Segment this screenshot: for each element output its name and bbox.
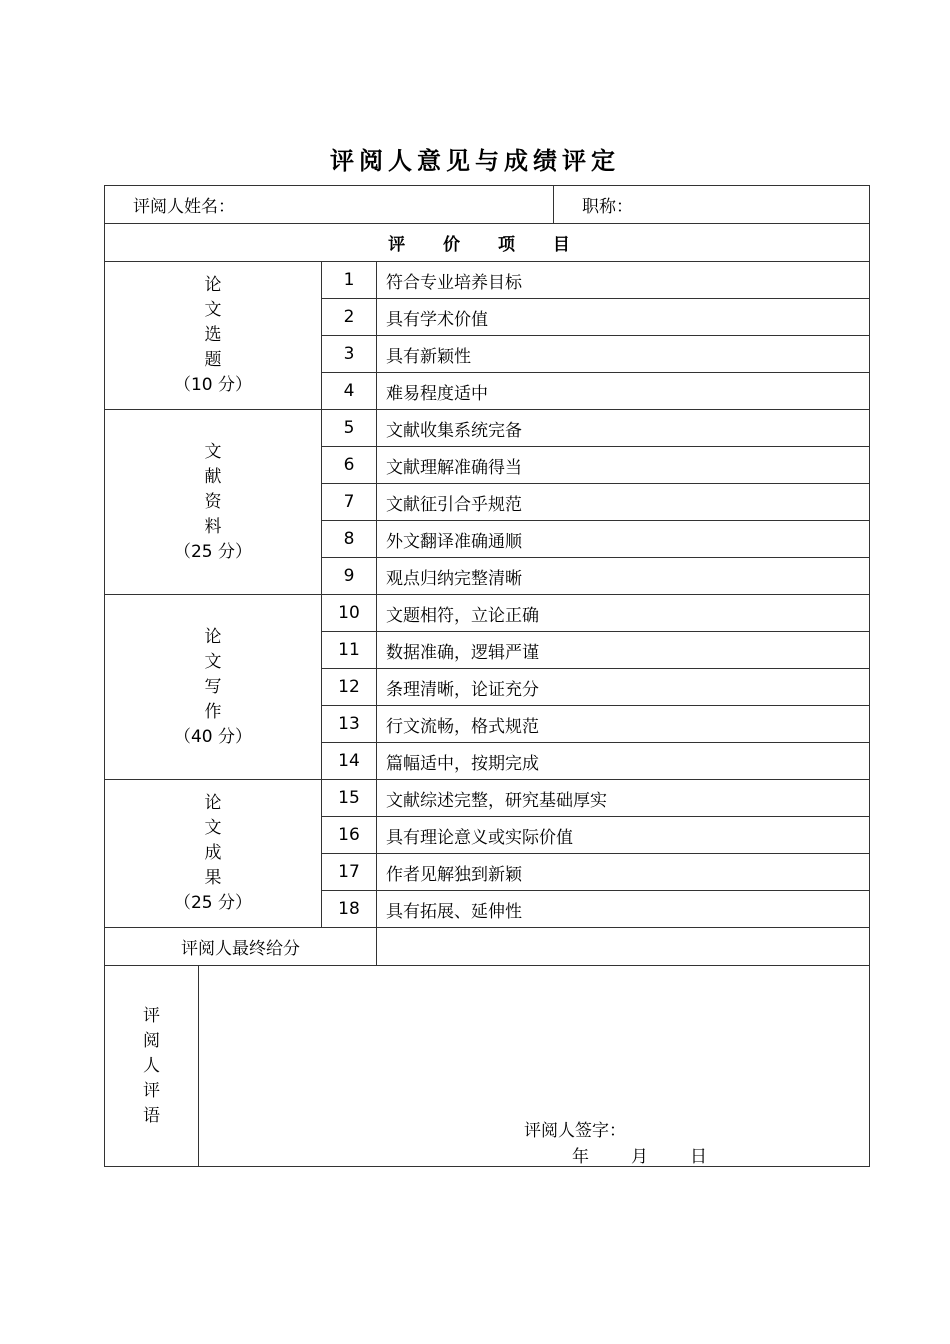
item-number: 14 — [322, 743, 377, 780]
item-number: 3 — [322, 336, 377, 373]
final-score-input[interactable] — [377, 928, 870, 966]
item-text: 文题相符，立论正确 — [377, 595, 870, 632]
table-row — [105, 780, 870, 817]
category-score: （40 分） — [173, 726, 253, 747]
table-row — [105, 595, 870, 632]
item-number: 9 — [322, 558, 377, 595]
item-text: 行文流畅，格式规范 — [377, 706, 870, 743]
item-text: 具有新颖性 — [377, 336, 870, 373]
item-number: 11 — [322, 632, 377, 669]
category-cell — [105, 780, 322, 928]
category-char: 献 — [204, 466, 222, 487]
category-cell — [105, 595, 322, 780]
item-number: 16 — [322, 817, 377, 854]
day-label: 日 — [690, 1147, 707, 1167]
item-text: 文献综述完整，研究基础厚实 — [377, 780, 870, 817]
category-char: 论 — [204, 626, 222, 647]
category-score: （25 分） — [173, 541, 253, 562]
page-title: 评阅人意见与成绩评定 — [330, 146, 620, 175]
item-number: 10 — [322, 595, 377, 632]
category-char: 作 — [204, 701, 222, 722]
date-field — [572, 1142, 749, 1167]
category-char: 文 — [204, 651, 222, 672]
evaluation-form — [104, 185, 870, 1167]
item-text: 文献收集系统完备 — [377, 410, 870, 447]
category-char: 文 — [204, 300, 222, 320]
comments-label-char: 人 — [143, 1055, 160, 1076]
item-number: 17 — [322, 854, 377, 891]
item-number: 12 — [322, 669, 377, 706]
item-text: 文献征引合乎规范 — [377, 484, 870, 521]
comments-label — [105, 966, 199, 1167]
item-text: 文献理解准确得当 — [377, 447, 870, 484]
comments-label-char: 评 — [143, 1005, 160, 1026]
final-score-label: 评阅人最终给分 — [105, 928, 377, 966]
category-char: 论 — [204, 793, 222, 813]
item-text: 数据准确，逻辑严谨 — [377, 632, 870, 669]
item-number: 1 — [322, 262, 377, 299]
item-text: 具有学术价值 — [377, 299, 870, 336]
item-number: 18 — [322, 891, 377, 928]
category-char: 写 — [204, 676, 222, 697]
reviewer-name-field[interactable] — [105, 186, 554, 224]
item-number: 5 — [322, 410, 377, 447]
category-char: 选 — [204, 325, 222, 345]
item-text: 作者见解独到新颖 — [377, 854, 870, 891]
item-number: 2 — [322, 299, 377, 336]
category-score: （10 分） — [173, 375, 253, 395]
item-text: 具有理论意义或实际价值 — [377, 817, 870, 854]
category-score: （25 分） — [173, 893, 253, 913]
item-text: 具有拓展、延伸性 — [377, 891, 870, 928]
reviewer-name-label: 评阅人姓名： — [133, 197, 235, 217]
category-char: 论 — [204, 275, 222, 295]
category-char: 成 — [204, 843, 222, 863]
category-char: 文 — [204, 818, 222, 838]
comments-label-char: 评 — [143, 1080, 160, 1101]
table-row — [105, 410, 870, 447]
item-number: 6 — [322, 447, 377, 484]
category-cell — [105, 410, 322, 595]
item-number: 7 — [322, 484, 377, 521]
job-title-label: 职称： — [582, 197, 633, 217]
category-cell — [105, 262, 322, 410]
year-label: 年 — [572, 1147, 589, 1167]
comments-area[interactable] — [199, 966, 870, 1167]
category-char: 料 — [204, 516, 222, 537]
item-number: 4 — [322, 373, 377, 410]
signature-label: 评阅人签字： — [524, 1121, 626, 1141]
category-char: 资 — [204, 491, 222, 512]
item-text: 条理清晰，论证充分 — [377, 669, 870, 706]
item-text: 符合专业培养目标 — [377, 262, 870, 299]
category-char: 文 — [204, 441, 222, 462]
job-title-field[interactable] — [554, 186, 870, 224]
comments-label-char: 语 — [143, 1105, 160, 1126]
item-number: 13 — [322, 706, 377, 743]
item-text: 外文翻译准确通顺 — [377, 521, 870, 558]
category-char: 题 — [204, 350, 222, 370]
category-char: 果 — [204, 868, 222, 888]
comments-label-char: 阅 — [143, 1030, 160, 1051]
table-row — [105, 262, 870, 299]
section-header: 评 价 项 目 — [105, 224, 870, 262]
month-label: 月 — [631, 1147, 648, 1167]
item-number: 15 — [322, 780, 377, 817]
item-number: 8 — [322, 521, 377, 558]
item-text: 观点归纳完整清晰 — [377, 558, 870, 595]
item-text: 篇幅适中，按期完成 — [377, 743, 870, 780]
item-text: 难易程度适中 — [377, 373, 870, 410]
